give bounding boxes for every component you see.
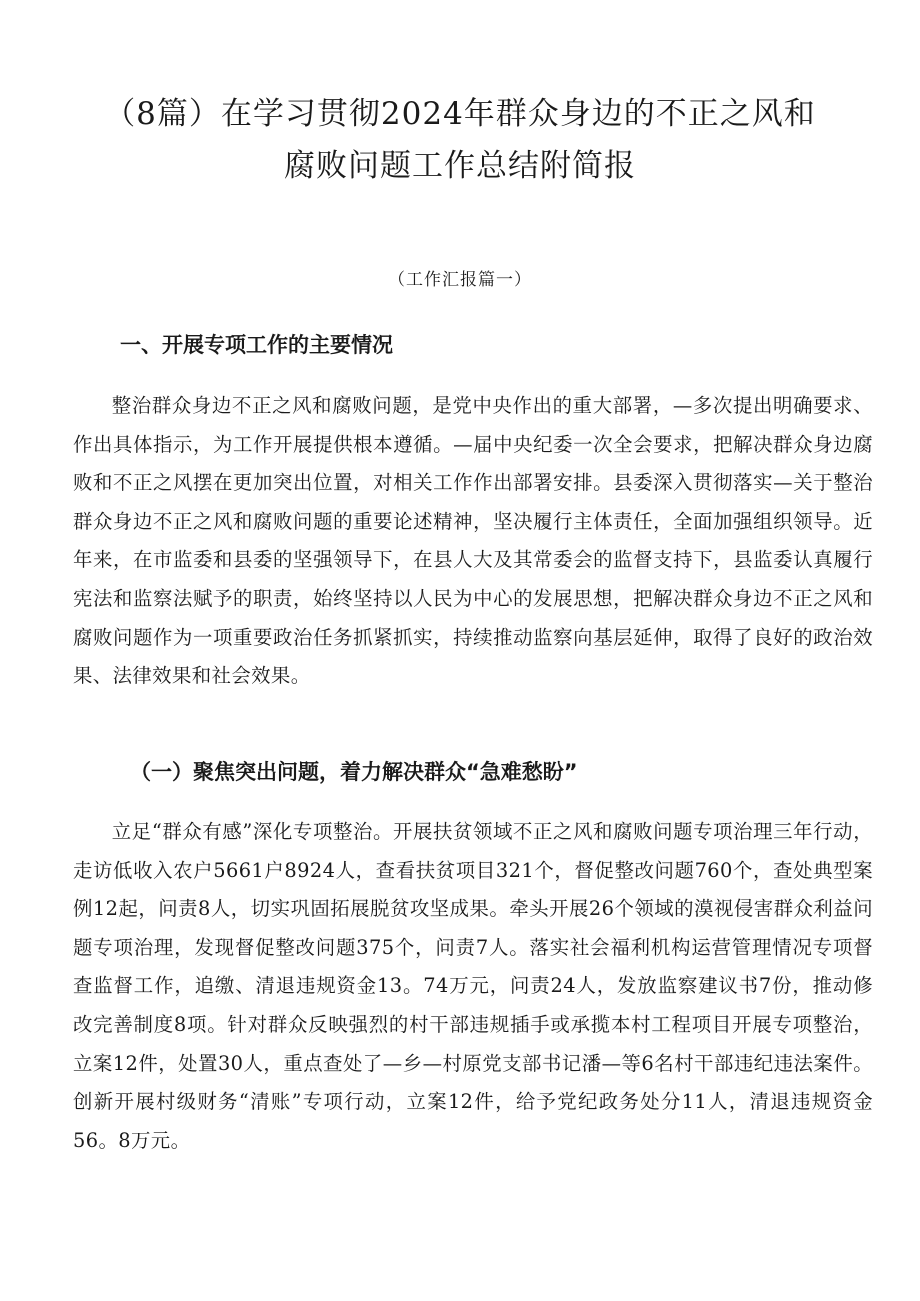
title-line-1: （8篇）在学习贯彻2024年群众身边的不正之风和	[104, 96, 816, 132]
section-heading-1: 一、开展专项工作的主要情况	[120, 333, 393, 357]
document-title	[80, 88, 840, 192]
body-paragraph-2: 立足“群众有感”深化专项整治。开展扶贫领域不正之风和腐败问题专项治理三年行动，走访低收入农户5661户8924人，查看扶贫项目321个，督促整改问题760个，查处典型案例12起，问责8人，切实巩固拓展脱贫攻坚成果。牵头开展26个领域的漠视侵害群众利益问题专项治理，发现督促整改问题375个，问责7人。落实社会福利机构运营管理情况专项督查监督工作，追缴、清退违规资金13。74万元，问责24人，发放监察建议书7份，推动修改完善制度8项。针对群众反映强烈的村干部违规插手或承揽本村工程项目开展专项整治，立案12件，处置30人，重点查处了—乡—村原党支部书记潘—等6名村干部违纪违法案件。创新开展村级财务“清账”专项行动，立案12件，给予党纪政务处分11人，清退违规资金56。8万元。	[73, 820, 873, 1152]
body-paragraph-1: 整治群众身边不正之风和腐败问题，是党中央作出的重大部署，—多次提出明确要求、作出具体指示，为工作开展提供根本遵循。—届中央纪委一次全会要求，把解决群众身边腐败和不正之风摆在更加突出位置，对相关工作作出部署安排。县委深入贯彻落实—关于整治群众身边不正之风和腐败问题的重要论述精神，坚决履行主体责任，全面加强组织领导。近年来，在市监委和县委的坚强领导下，在县人大及其常委会的监督支持下，县监委认真履行宪法和监察法赋予的职责，始终坚持以人民为中心的发展思想，把解决群众身边不正之风和腐败问题作为一项重要政治任务抓紧抓实，持续推动监察向基层延伸，取得了良好的政治效果、法律效果和社会效果。	[73, 394, 873, 688]
title-line-2: 腐败问题工作总结附简报	[284, 148, 636, 184]
subsection-heading-1: （一）聚焦突出问题，着力解决群众“急难愁盼”	[130, 760, 578, 784]
document-subtitle: （工作汇报篇一）	[388, 270, 532, 290]
